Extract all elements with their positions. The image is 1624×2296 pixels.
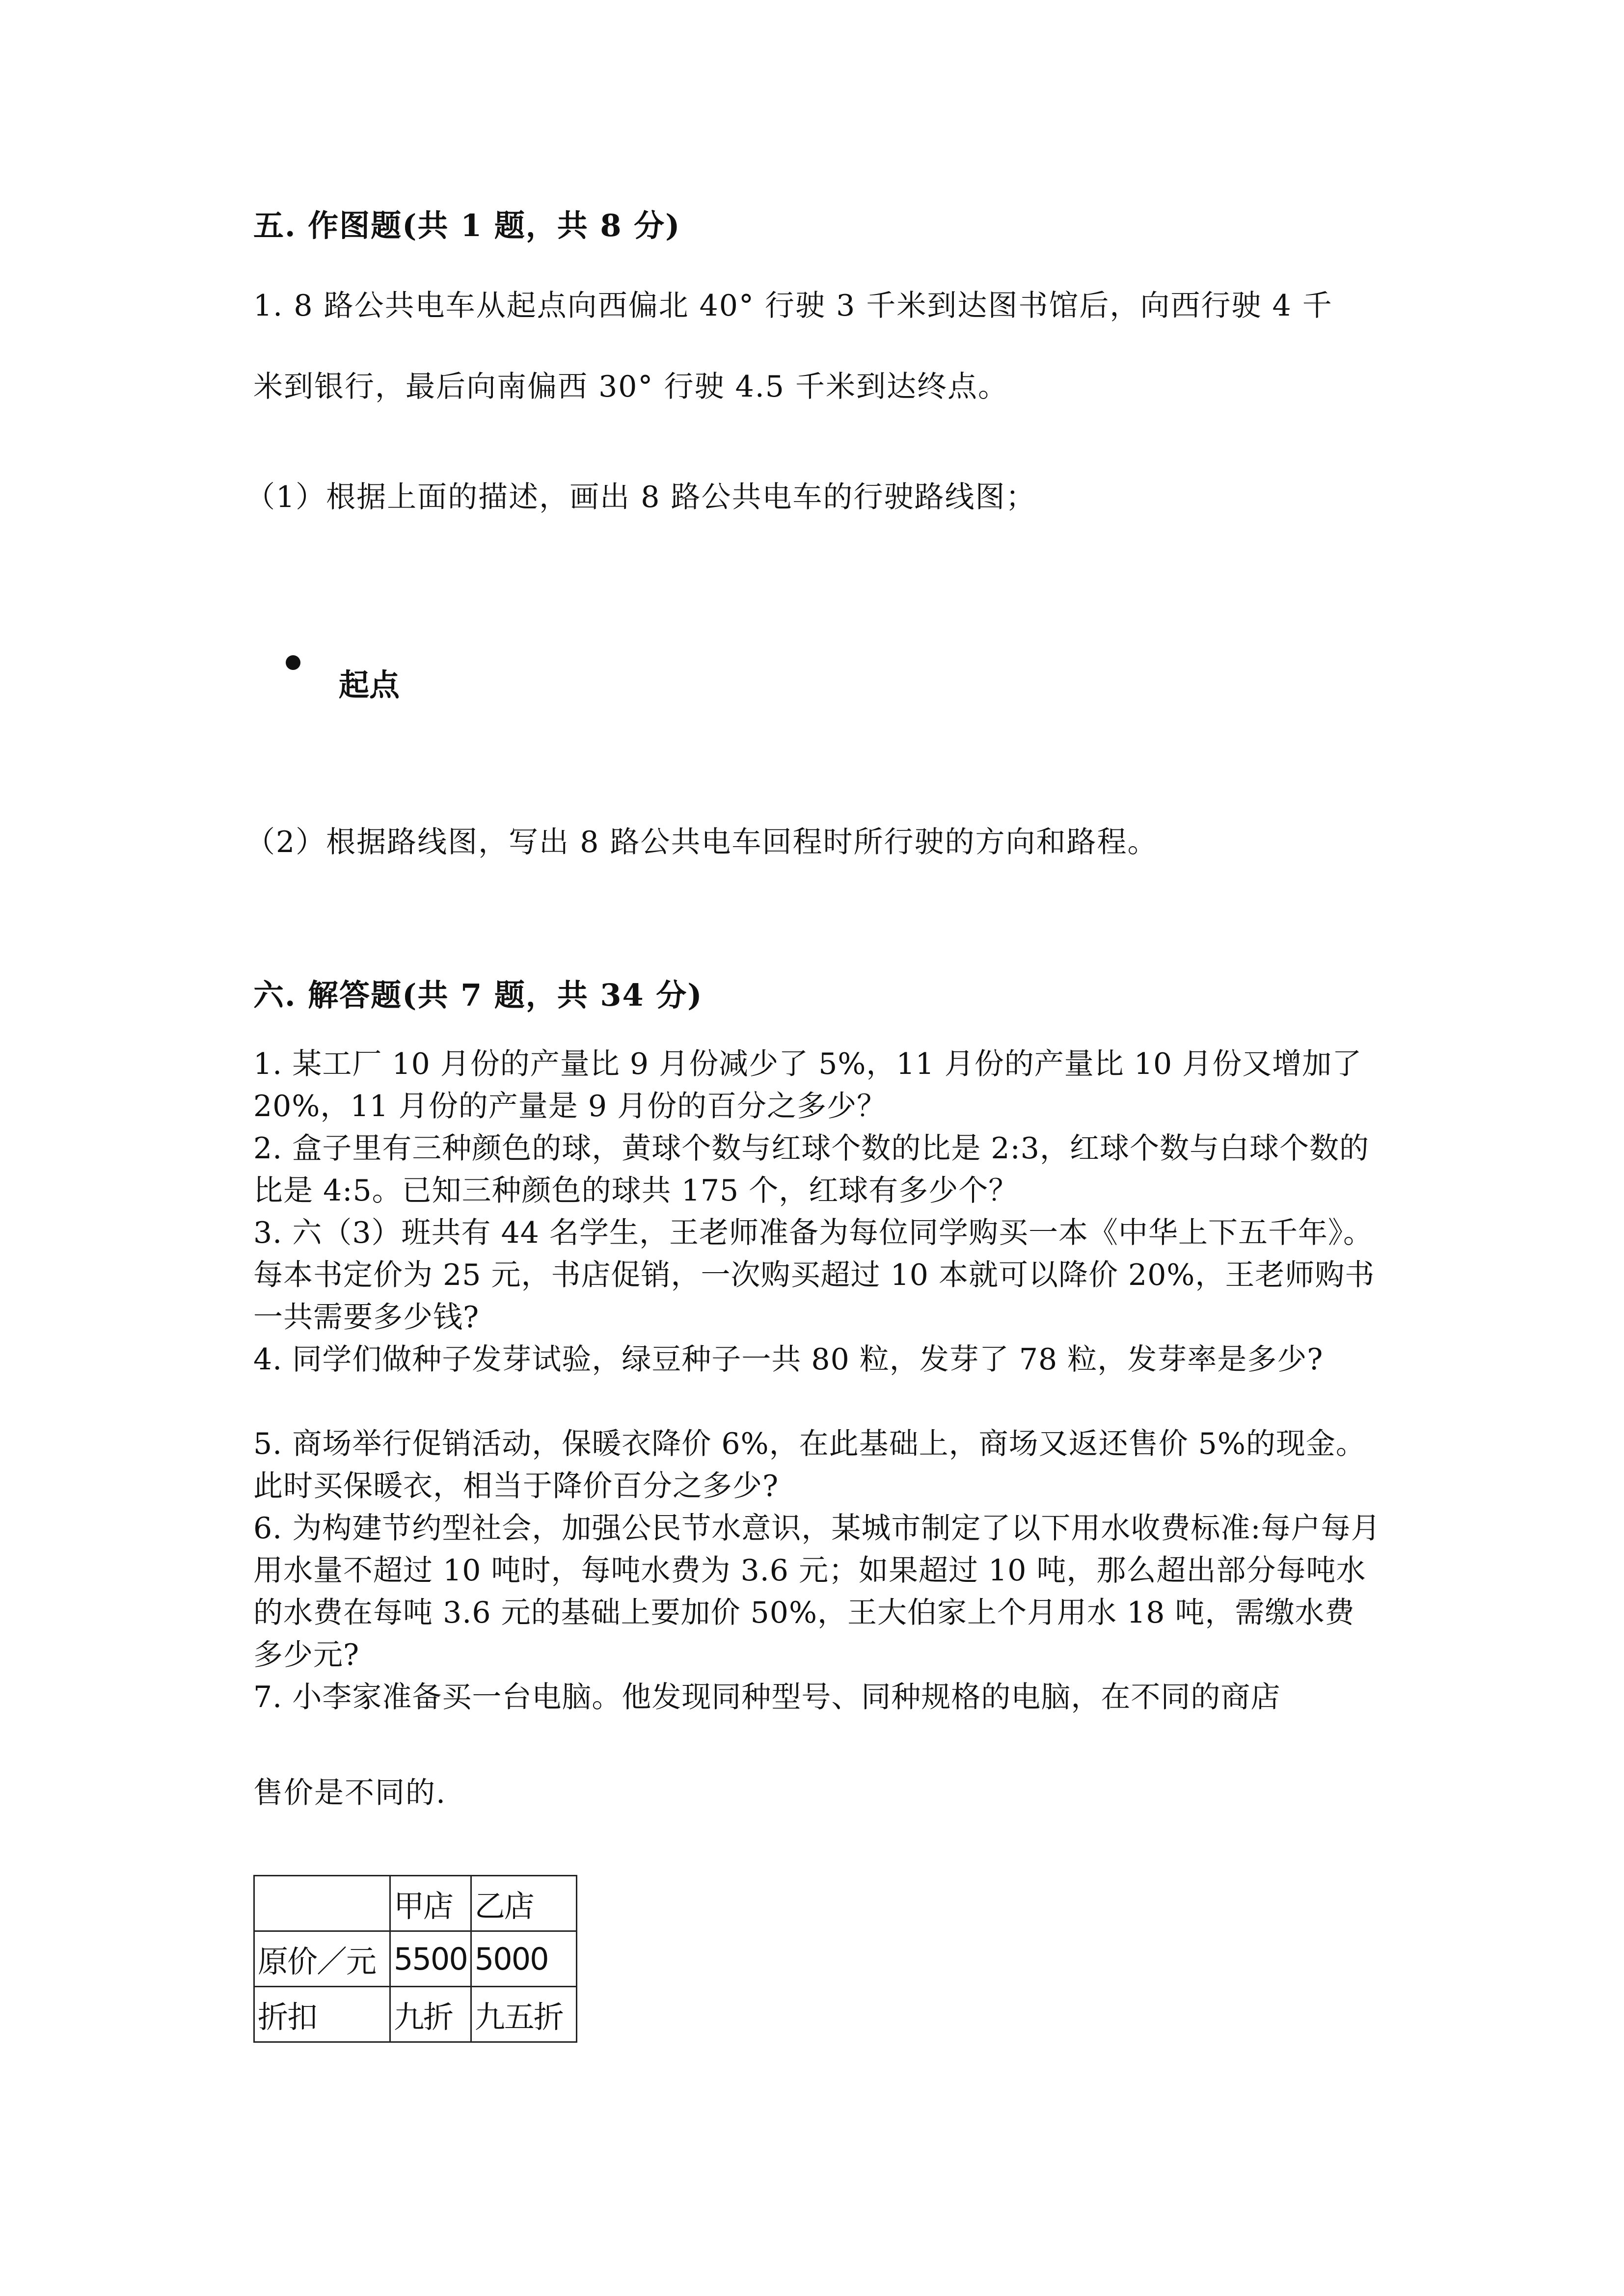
answer-question-7: 7. 小李家准备买一台电脑。他发现同种型号、同种规格的电脑，在不同的商店 (253, 1680, 1281, 1714)
section-5-title: 五. 作图题(共 1 题，共 8 分) (253, 208, 681, 243)
answer-question-4: 4. 同学们做种子发芽试验，绿豆种子一共 80 粒，发芽了 78 粒，发芽率是多少? (253, 1342, 1324, 1377)
question-1-line-1: 1. 8 路公共电车从起点向西偏北 40° 行驶 3 千米到达图书馆后，向西行驶 4 千 (253, 289, 1333, 323)
start-point-label: 起点 (339, 667, 400, 703)
table-cell: 九五折 (471, 1987, 576, 2042)
answer-question-7-tail: 售价是不同的. (253, 1776, 447, 1810)
part-2-prompt: （2）根据路线图，写出 8 路公共电车回程时所行驶的方向和路程。 (245, 825, 1158, 859)
section-6-title: 六. 解答题(共 7 题，共 34 分) (253, 977, 703, 1013)
answer-question-6: 6. 为构建节约型社会，加强公民节水意识，某城市制定了以下用水收费标准:每户每月用水量不超过 10 吨时，每吨水费为 3.6 元；如果超过 10 吨，那么超出部分每吨水的水费在每吨 3.6 元的基础上要加价 50%，王大伯家上个月用水 18 吨，需缴水费多少元? (253, 1511, 1381, 1672)
start-point-dot (286, 655, 300, 670)
table-row (254, 1987, 577, 2042)
question-1-line-2: 米到银行，最后向南偏西 30° 行驶 4.5 千米到达终点。 (253, 370, 1009, 404)
table-header-shop-b: 乙店 (471, 1876, 576, 1931)
table-row-label: 原价／元 (254, 1931, 390, 1987)
part-1-prompt: （1）根据上面的描述，画出 8 路公共电车的行驶路线图； (245, 480, 1036, 514)
table-cell: 九折 (390, 1987, 471, 2042)
table-row (254, 1931, 577, 1987)
table-header-row (254, 1876, 577, 1931)
table-header-shop-a: 甲店 (390, 1876, 471, 1931)
answer-question-5: 5. 商场举行促销活动，保暖衣降价 6%，在此基础上，商场又返还售价 5%的现金。此时买保暖衣，相当于降价百分之多少? (253, 1427, 1366, 1503)
table-cell: 5000 (471, 1931, 576, 1987)
table-cell: 5500 (390, 1931, 471, 1987)
table-cell (254, 1876, 390, 1931)
answer-question-2: 2. 盒子里有三种颜色的球，黄球个数与红球个数的比是 2:3，红球个数与白球个数的比是 4:5。已知三种颜色的球共 175 个，红球有多少个？ (253, 1131, 1369, 1208)
answer-question-1: 1. 某工厂 10 月份的产量比 9 月份减少了 5%，11 月份的产量比 10 月份又增加了 20%，11 月份的产量是 9 月份的百分之多少？ (253, 1047, 1362, 1123)
table-row-label: 折扣 (254, 1987, 390, 2042)
price-table (253, 1875, 577, 2043)
answer-question-3: 3. 六（3）班共有 44 名学生，王老师准备为每位同学购买一本《中华上下五千年》。每本书定价为 25 元，书店促销，一次购买超过 10 本就可以降价 20%，王老师购书一共需要多少钱? (253, 1216, 1375, 1335)
